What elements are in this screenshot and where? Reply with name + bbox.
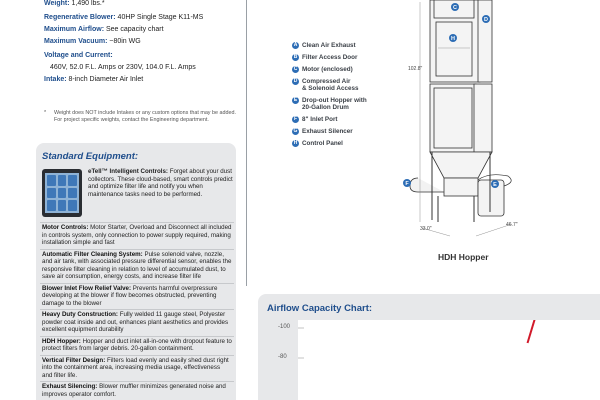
svg-text:F: F — [405, 181, 409, 187]
weight-note — [44, 110, 244, 124]
equipment-item-construction: Heavy Duty Construction: Fully welded 11 gauge steel, Polyester powder coat inside and out, enhances plant aesthetics and provides excellent equipment durability — [40, 309, 234, 336]
marker-c — [451, 3, 459, 11]
marker-d — [482, 15, 490, 23]
y-tick-label: -100 — [278, 324, 291, 330]
marker-h — [449, 34, 457, 42]
airflow-chart-panel — [258, 294, 600, 400]
equipment-item-filter-cleaning: Automatic Filter Cleaning System: Pulse solenoid valve, nozzle, and air tank, with associated pressure differential sensor, enables the responsive filter cleaning in relation to level of accumulated dust, to save air consumption, energy costs, and increase filter life — [40, 249, 234, 283]
drawing-caption: HDH Hopper — [438, 252, 489, 262]
equipment-item-motor-controls: Motor Controls: Motor Starter, Overload and Disconnect all included in controls system, only connection to power supply required, making installation simple and fast — [40, 222, 234, 249]
spec-voltage: Voltage and Current: — [44, 52, 113, 59]
spec-weight: Weight: 1,490 lbs.* — [44, 0, 105, 7]
equipment-item-hdh-hopper: HDH Hopper: Hopper and duct inlet all-in-one with dropout feature to protect filters from larger debris. 20-gallon containment. — [40, 336, 234, 355]
svg-text:H: H — [451, 36, 455, 42]
equipment-item-vertical-filter: Vertical Filter Design: Filters load evenly and easily shed dust right into the containment area, increasing media usage, effectiveness and filter life. — [40, 355, 234, 382]
inlet-port — [410, 178, 444, 192]
legend-item: A Clean Air Exhaust — [293, 42, 356, 49]
hopper-cone — [430, 152, 492, 178]
svg-text:C: C — [453, 5, 457, 11]
marker-f — [403, 179, 411, 187]
specifications — [44, 0, 244, 86]
y-tick-label: -80 — [278, 354, 287, 360]
equipment-item-relief-valve: Blower Inlet Flow Relief Valve: Prevents harmful overpressure developing at the blower if flow becomes obstructed, preventing damage to the blower — [40, 283, 234, 310]
upper-cabinet-right — [478, 0, 492, 82]
note-text: Weight does NOT include Intakes or any custom options that may be added. For project specific weights, contact the Engineering department. — [54, 110, 236, 123]
svg-text:D: D — [484, 17, 488, 23]
etell-text: Forget about your dust collectors. These cloud-based, smart controls predict and optimize filter life and notify you when maintenance tasks need to be performed. — [88, 168, 233, 198]
spec-voltage-value: 460V, 52.0 F.L. Amps or 230V, 104.0 F.L. Amps — [50, 64, 196, 71]
legend-item: G Exhaust Silencer — [293, 128, 353, 135]
component-legend — [292, 42, 412, 152]
spec-max-airflow: Maximum Airflow: See capacity chart — [44, 26, 164, 33]
dimension-depth: 33.0" — [420, 226, 432, 232]
legend-item: E Drop-out Hopper with 20-Gallon Drum — [293, 97, 367, 111]
equipment-item-exhaust-silencing: Exhaust Silencing: Blower muffler minimizes generated noise and improves operator comfort. — [40, 381, 234, 400]
filter-access-door — [436, 22, 472, 76]
series-line-capacity — [528, 320, 537, 343]
dimension-height: 102.8" — [408, 66, 423, 72]
note-asterisk: * — [44, 110, 47, 116]
legend-item: H Control Panel — [293, 140, 343, 147]
drop-out-drum — [478, 180, 504, 216]
marker-e — [491, 180, 499, 188]
standard-equipment-title: Standard Equipment: — [42, 151, 139, 162]
legend-item: B Filter Access Door — [293, 54, 358, 61]
airflow-chart — [298, 320, 600, 400]
column-divider — [246, 0, 247, 286]
collector-body-side — [474, 84, 492, 152]
etell-title: eTell™ Intelligent Controls: — [88, 168, 168, 175]
standard-equipment-panel — [36, 143, 236, 400]
legend-item: F 8" Inlet Port — [293, 116, 338, 123]
legend-item: D Compressed Air & Solenoid Access — [293, 78, 359, 92]
chart-plot-area — [298, 320, 600, 400]
spec-blower: Regenerative Blower: 40HP Single Stage K11-MS — [44, 14, 204, 21]
chart-title: Airflow Capacity Chart: — [267, 303, 373, 314]
hopper-neck — [444, 178, 478, 196]
svg-text:E: E — [493, 182, 497, 188]
spec-intake: Intake: 8-inch Diameter Air Inlet — [44, 76, 144, 83]
legend-item: C Motor (enclosed) — [293, 66, 353, 73]
etell-description — [88, 168, 234, 198]
equipment-list — [40, 222, 234, 400]
body-door — [434, 88, 472, 148]
dimension-width: 46.7" — [506, 222, 518, 228]
spec-max-vacuum: Maximum Vacuum: ~80in WG — [44, 38, 141, 45]
etell-tablet-image — [42, 169, 82, 217]
